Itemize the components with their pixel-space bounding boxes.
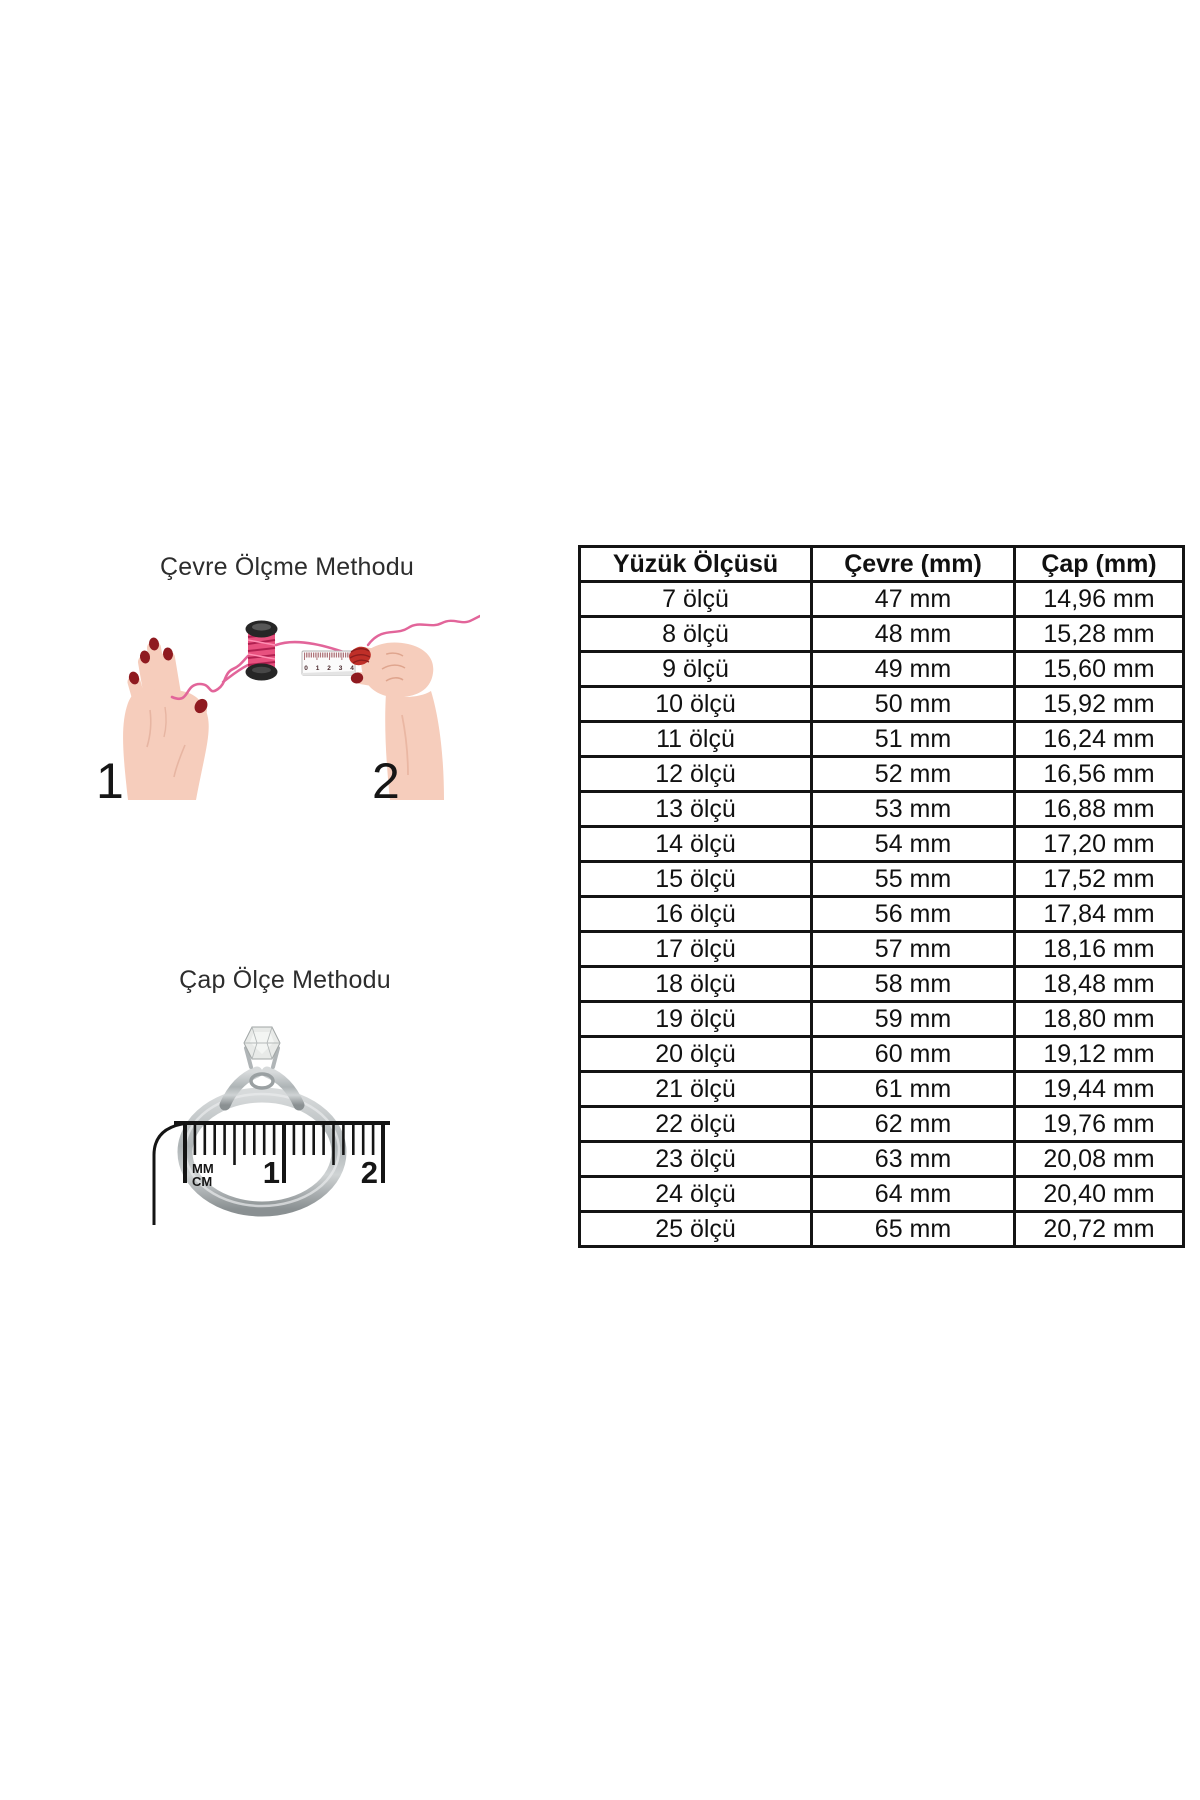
table-row	[580, 652, 1184, 687]
thread-curl-icon	[368, 616, 480, 645]
table-cell: 47 mm	[812, 582, 1015, 617]
table-cell: 22 ölçü	[580, 1107, 812, 1142]
table-cell: 16,56 mm	[1015, 757, 1184, 792]
table-cell: 57 mm	[812, 932, 1015, 967]
ruler1-number-2: 2	[327, 665, 331, 672]
table-cell: 53 mm	[812, 792, 1015, 827]
table-cell: 61 mm	[812, 1072, 1015, 1107]
table-cell: 13 ölçü	[580, 792, 812, 827]
method1-title: Çevre Ölçme Methodu	[160, 553, 414, 581]
table-cell: 20,40 mm	[1015, 1177, 1184, 1212]
table-cell: 20,72 mm	[1015, 1212, 1184, 1247]
table-cell: 19,12 mm	[1015, 1037, 1184, 1072]
table-cell: 50 mm	[812, 687, 1015, 722]
table-cell: 49 mm	[812, 652, 1015, 687]
table-row	[580, 1142, 1184, 1177]
table-cell: 52 mm	[812, 757, 1015, 792]
ring-illustration-art	[130, 1015, 390, 1255]
ruler-number-1: 1	[262, 1155, 280, 1190]
step2-number: 2	[372, 753, 400, 809]
table-cell: 15,28 mm	[1015, 617, 1184, 652]
left-hand-icon	[123, 637, 210, 800]
ruler-cm-label: CM	[192, 1174, 213, 1189]
table-cell: 18,16 mm	[1015, 932, 1184, 967]
table-row	[580, 1107, 1184, 1142]
ring-size-table	[578, 545, 1185, 1248]
table-cell: 15 ölçü	[580, 862, 812, 897]
table-cell: 10 ölçü	[580, 687, 812, 722]
table-row	[580, 897, 1184, 932]
table-row	[580, 1037, 1184, 1072]
ruler1-number-1: 1	[315, 665, 320, 672]
table-row	[580, 687, 1184, 722]
table-cell: 14 ölçü	[580, 827, 812, 862]
table-header-row	[580, 547, 1184, 582]
table-cell: 8 ölçü	[580, 617, 812, 652]
table-cell: 9 ölçü	[580, 652, 812, 687]
table-row	[580, 967, 1184, 1002]
table-row	[580, 757, 1184, 792]
ruler-mm-label: MM	[192, 1161, 214, 1176]
table-cell: 24 ölçü	[580, 1177, 812, 1212]
size-table-body	[580, 582, 1184, 1247]
table-cell: 51 mm	[812, 722, 1015, 757]
table-cell: 58 mm	[812, 967, 1015, 1002]
table-cell: 7 ölçü	[580, 582, 812, 617]
table-cell: 20,08 mm	[1015, 1142, 1184, 1177]
table-cell: 19,44 mm	[1015, 1072, 1184, 1107]
table-cell: 12 ölçü	[580, 757, 812, 792]
table-row	[580, 617, 1184, 652]
table-row	[580, 932, 1184, 967]
table-row	[580, 1177, 1184, 1212]
ruler-number-2: 2	[360, 1155, 378, 1190]
table-cell: 20 ölçü	[580, 1037, 812, 1072]
table-cell: 16 ölçü	[580, 897, 812, 932]
table-cell: 65 mm	[812, 1212, 1015, 1247]
table-cell: 21 ölçü	[580, 1072, 812, 1107]
table-cell: 60 mm	[812, 1037, 1015, 1072]
table-cell: 59 mm	[812, 1002, 1015, 1037]
table-cell: 63 mm	[812, 1142, 1015, 1177]
table-cell: 19 ölçü	[580, 1002, 812, 1037]
ruler1-number-4: 4	[350, 665, 354, 672]
table-cell: 18 ölçü	[580, 967, 812, 1002]
table-row	[580, 792, 1184, 827]
table-cell: 18,48 mm	[1015, 967, 1184, 1002]
table-row	[580, 1072, 1184, 1107]
table-cell: 15,92 mm	[1015, 687, 1184, 722]
table-row	[580, 862, 1184, 897]
col-header-circumference: Çevre (mm)	[812, 547, 1015, 582]
diamond-icon	[244, 1027, 280, 1059]
method2-title: Çap Ölçe Methodu	[179, 966, 391, 994]
table-cell: 16,88 mm	[1015, 792, 1184, 827]
table-cell: 62 mm	[812, 1107, 1015, 1142]
diameter-illustration	[130, 1015, 390, 1255]
ruler1-number-3: 3	[338, 665, 343, 672]
table-row	[580, 1002, 1184, 1037]
table-row	[580, 722, 1184, 757]
table-cell: 64 mm	[812, 1177, 1015, 1212]
table-cell: 48 mm	[812, 617, 1015, 652]
table-cell: 17,84 mm	[1015, 897, 1184, 932]
table-cell: 25 ölçü	[580, 1212, 812, 1247]
table-row	[580, 827, 1184, 862]
table-row	[580, 582, 1184, 617]
table-cell: 23 ölçü	[580, 1142, 812, 1177]
circumference-illustration-art	[90, 585, 480, 800]
table-cell: 19,76 mm	[1015, 1107, 1184, 1142]
table-cell: 16,24 mm	[1015, 722, 1184, 757]
col-header-diameter: Çap (mm)	[1015, 547, 1184, 582]
col-header-size: Yüzük Ölçüsü	[580, 547, 812, 582]
table-cell: 17 ölçü	[580, 932, 812, 967]
thread-spool-icon	[223, 621, 278, 683]
step1-number: 1	[96, 753, 124, 809]
table-row	[580, 1212, 1184, 1247]
table-cell: 14,96 mm	[1015, 582, 1184, 617]
table-cell: 54 mm	[812, 827, 1015, 862]
table-cell: 18,80 mm	[1015, 1002, 1184, 1037]
table-cell: 55 mm	[812, 862, 1015, 897]
table-cell: 11 ölçü	[580, 722, 812, 757]
table-cell: 17,20 mm	[1015, 827, 1184, 862]
table-cell: 56 mm	[812, 897, 1015, 932]
table-cell: 17,52 mm	[1015, 862, 1184, 897]
table-cell: 15,60 mm	[1015, 652, 1184, 687]
circumference-illustration	[90, 585, 480, 809]
ruler1-number-0: 0	[304, 665, 308, 672]
small-ruler-icon	[302, 651, 355, 675]
